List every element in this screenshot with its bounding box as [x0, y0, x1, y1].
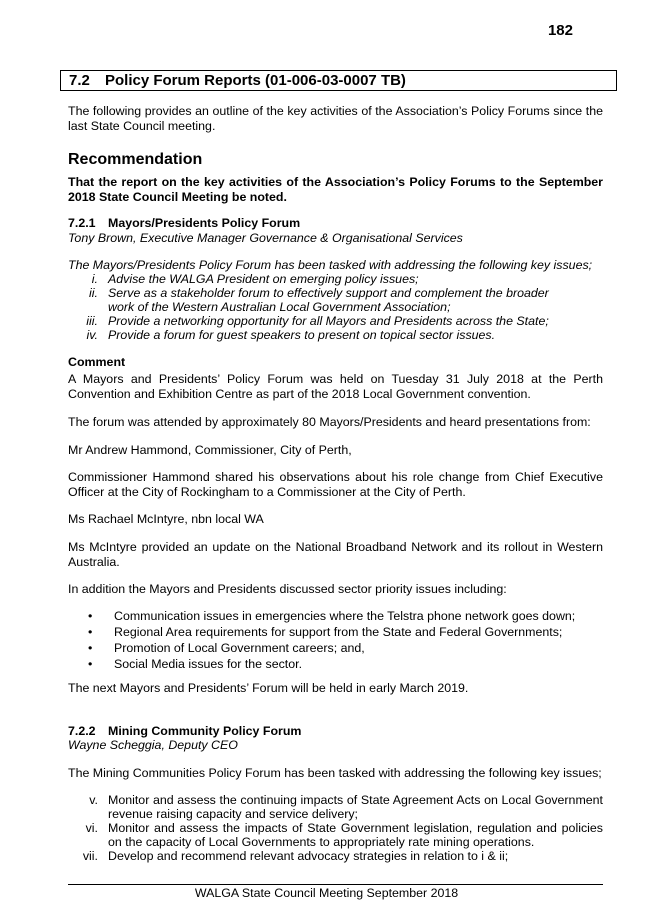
list-item: [68, 328, 568, 342]
list-item: • Regional Area requirements for support from the State and Federal Governments;: [88, 624, 603, 640]
forum2-number: 7.2.2: [68, 724, 96, 738]
list-item-text: Serve as a stakeholder forum to effectively support and complement the broader work of the Western Australian Local Government Association;: [108, 286, 549, 314]
speaker-2-description: Ms McIntyre provided an update on the National Broadband Network and its rollout in Western Australia.: [68, 540, 603, 569]
list-marker: iii.: [86, 314, 98, 328]
page-number: 182: [547, 22, 573, 39]
forum1-issues-intro: The Mayors/Presidents Policy Forum has been tasked with addressing the following key issues;: [68, 258, 593, 272]
priority-intro: In addition the Mayors and Presidents discussed sector priority issues including:: [68, 582, 507, 596]
list-marker: i.: [91, 272, 98, 286]
forum2-title: Mining Community Policy Forum: [108, 724, 302, 738]
list-item-text: Provide a networking opportunity for all Mayors and Presidents across the State;: [108, 314, 549, 328]
page-footer: WALGA State Council Meeting September 2018: [194, 886, 459, 900]
footer-divider: [68, 884, 603, 885]
speaker-1: Mr Andrew Hammond, Commissioner, City of Perth,: [68, 443, 352, 457]
comment-paragraph-2: The forum was attended by approximately 80 Mayors/Presidents and heard presentations from:: [68, 415, 591, 429]
list-marker: ii.: [89, 286, 98, 300]
forum1-heading: [68, 216, 300, 230]
list-marker: vi.: [85, 821, 98, 835]
comment-heading: Comment: [68, 355, 126, 369]
list-item-text: Monitor and assess the impacts of State Government legislation, regulation and policies on the capacity of Local Governments to appropriately rate mining operations.: [108, 821, 603, 849]
recommendation-heading: Recommendation: [68, 151, 203, 168]
speaker-1-description: Commissioner Hammond shared his observations about his role change from Chief Executive Officer at the City of Rockingham to a Commissioner at the City of Perth.: [68, 470, 603, 499]
forum2-heading: [68, 724, 301, 738]
comment-paragraph-1: A Mayors and Presidents’ Policy Forum was held on Tuesday 31 July 2018 at the Perth Convention and Exhibition Centre as part of the 2018 Local Government convention.: [68, 372, 603, 401]
speaker-2: Ms Rachael McIntyre, nbn local WA: [68, 512, 264, 526]
list-item-text: Develop and recommend relevant advocacy strategies in relation to i & ii;: [108, 849, 509, 863]
forum1-issues-list: [68, 272, 568, 342]
list-item: [68, 314, 568, 328]
forum1-title: Mayors/Presidents Policy Forum: [108, 216, 301, 230]
list-item: • Communication issues in emergencies where the Telstra phone network goes down;: [88, 608, 603, 624]
list-marker: v.: [89, 793, 98, 807]
list-marker: vii.: [82, 849, 98, 863]
list-item: [68, 286, 568, 314]
section-title: Policy Forum Reports (01-006-03-0007 TB): [105, 72, 406, 89]
list-item: • Social Media issues for the sector.: [88, 656, 603, 672]
recommendation-text: That the report on the key activities of the Association’s Policy Forums to the September 2018 State Council Meeting be noted.: [68, 175, 603, 204]
forum2-issues-intro: The Mining Communities Policy Forum has been tasked with addressing the following key issues;: [68, 766, 602, 780]
next-forum-note: The next Mayors and Presidents’ Forum will be held in early March 2019.: [68, 681, 469, 695]
list-item: [68, 849, 603, 863]
section-number: 7.2: [69, 72, 90, 89]
priority-list: [88, 608, 603, 672]
list-item: • Promotion of Local Government careers; and,: [88, 640, 603, 656]
intro-paragraph: The following provides an outline of the key activities of the Association’s Policy Forums since the last State Council meeting.: [68, 104, 603, 133]
list-item: [68, 821, 603, 849]
list-item-text: Monitor and assess the continuing impacts of State Agreement Acts on Local Government revenue raising capacity and service delivery;: [108, 793, 603, 821]
list-item-text: Provide a forum for guest speakers to present on topical sector issues.: [108, 328, 496, 342]
forum1-number: 7.2.1: [68, 216, 96, 230]
forum2-author: Wayne Scheggia, Deputy CEO: [68, 738, 238, 752]
section-heading: [60, 70, 617, 91]
forum1-author: Tony Brown, Executive Manager Governance & Organisational Services: [68, 231, 463, 245]
list-item: [68, 793, 603, 821]
list-item-text: Advise the WALGA President on emerging policy issues;: [108, 272, 419, 286]
forum2-issues-list: [68, 793, 603, 863]
list-item: [68, 272, 568, 286]
list-marker: iv.: [86, 328, 98, 342]
